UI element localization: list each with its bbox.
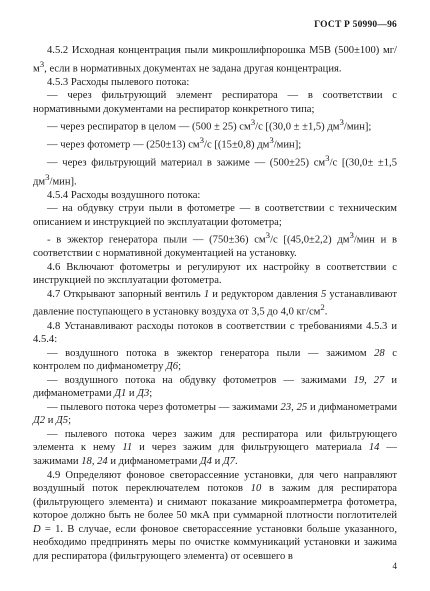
- paragraph: 4.5.4 Расходы воздушного потока:: [47, 189, 201, 201]
- paragraph: — воздушного потока в эжектор генератора пыли — зажимом 28 с контролем по дифманометру Д6;: [33, 347, 397, 373]
- paragraph: - в эжектор генератора пыли — (750±36) $см^3/с$ [(45,0±2,2) $дм^3$/мин и в соответствии с нормативной документацией на установку.: [33, 230, 397, 260]
- paragraph: — пылевого потока через фотометры — зажимами 23, 25 и дифманометрами Д2 и Д5;: [33, 401, 398, 427]
- paragraph: — на обдувку струи пыли в фотометре — в соответствии с техническим описанием и инструкцией по эксплуатации фотометра;: [33, 203, 397, 228]
- page-number: 4: [392, 561, 397, 571]
- paragraph: 4.5.3 Расходы пылевого потока:: [47, 76, 190, 88]
- paragraph: 4.8 Устанавливают расходы потоков в соответствии с требованиями 4.5.3 и 4.5.4:: [33, 320, 397, 346]
- paragraph: 4.5.2 Исходная концентрация пыли микрошлифпорошка М5В (500±100) $мг/м^3$, если в нормативных документах не задана другая концентрация.: [33, 45, 397, 75]
- paragraph: — через фильтрующий элемент респиратора — в соответствии с нормативными документами на респиратор конкретного типа;: [33, 90, 397, 115]
- paragraph: 4.9 Определяют фоновое светорассеяние установки, для чего направляют воздушный поток переключателем потоков 10 в зажим для респиратора (фильтрующего элемента) и снимают показание микроамперметра фотометра, которое должно быть не более 50 мкА при суммарной плотности поглотителей D = 1. В случае, если фоновое светорассеяние установки больше указанного, необходимо предпринять меры по очистке коммуникаций установки и зажима для респиратора (фильтрующего элемента) от осевшего в: [33, 469, 397, 562]
- paragraph: — пылевого потока через зажим для респиратора или фильтрующего элемента к нему 11 и через зажим для фильтрующего материала 14 — зажимами 18, 24 и дифманометрами Д4 и Д7.: [33, 428, 397, 468]
- standard-header: ГОСТ Р 50990—96: [314, 20, 397, 30]
- paragraph: — воздушного потока на обдувку фотометров — зажимами 19, 27 и дифманометрами Д1 и Д3;: [33, 374, 397, 400]
- paragraph: 4.7 Открывают запорный вентиль 1 и редуктором давления 5 устанавливают давление поступающего в установку воздуха от 3,5 до 4,0 $кг/см^2$.: [33, 288, 397, 319]
- document-body: [33, 44, 397, 563]
- paragraph: 4.6 Включают фотометры и регулируют их настройку в соответствии с инструкцией по эксплуатации фотометра.: [33, 261, 397, 287]
- paragraph: — через респиратор в целом — (500 ± 25) $см^3/с$ [(30,0 ± ±1,5) $дм^3/мин$];: [47, 117, 372, 133]
- paragraph: — через фотометр — (250±13) $см^3/с$ [(15±0,8) $дм^3/мин$];: [47, 135, 302, 151]
- paragraph: — через фильтрующий материал в зажиме — (500±25) $см^3/с$ [(30,0± ±1,5 $дм^3/мин$].: [33, 153, 397, 188]
